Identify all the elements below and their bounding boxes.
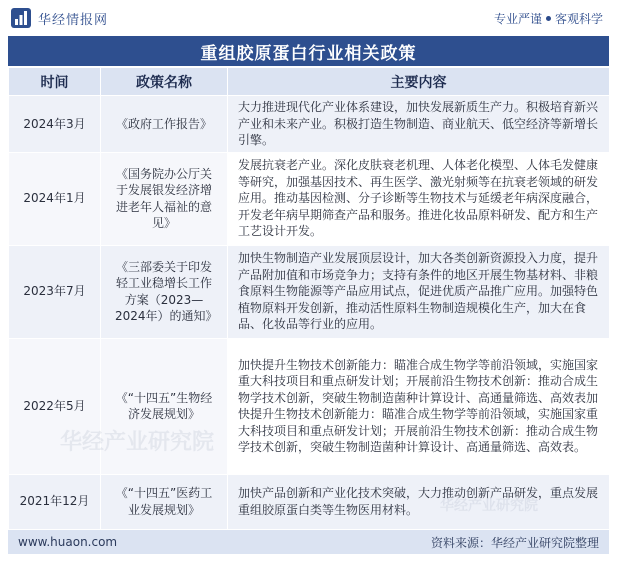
cell-content: 加快生物制造产业发展顶层设计，加大各类创新资源投入力度，提升产品附加值和市场竞争力；支持有条件的地区开展生物基材料、非粮食原料生物能源等产品应用试点，促进优质产品推广应用。加强特色植物原料开发创新，推动活性原料生物制造规模化生产，加大在食品、化妆品等行业的应用。 [228, 245, 610, 338]
cell-content: 加快产品创新和产业化技术突破，大力推动创新产品研发，重点发展重组胶原蛋白类等生物医用材料。 [228, 474, 610, 529]
brand-name: 华经情报网 [38, 12, 109, 28]
column-header-date: 时间 [9, 68, 101, 96]
column-header-content: 主要内容 [228, 68, 610, 96]
table-row [9, 152, 610, 245]
footer-website: www.huaon.com [18, 535, 118, 549]
cell-policy-name: 《三部委关于印发轻工业稳增长工作方案（2023—2024年）的通知》 [101, 245, 228, 338]
footer-bar [8, 530, 609, 554]
top-bar [0, 0, 617, 36]
cell-policy-name: 《国务院办公厅关于发展银发经济增进老年人福祉的意见》 [101, 152, 228, 245]
table-header-row [9, 68, 610, 96]
policy-table [8, 67, 610, 530]
cell-content: 加快提升生物技术创新能力：瞄准合成生物学等前沿领域，实施国家重大科技项目和重点研发计划；开展前沿生物技术创新：推动合成生物学技术创新，突破生物制造菌种计算设计、高通量筛选、高效表加快提升生物技术创新能力：瞄准合成生物学等前沿领域，实施国家重大科技项目和重点研发计划；开展前沿生物技术创新：推动合成生物学技术创新，突破生物制造菌种计算设计、高通量筛选、高效表。 [228, 338, 610, 474]
slogan-right: 客观科学 [554, 11, 603, 26]
separator-dot-icon [546, 16, 551, 21]
cell-policy-name: 《政府工作报告》 [101, 96, 228, 153]
column-header-policy-name: 政策名称 [101, 68, 228, 96]
cell-policy-name: 《“十四五”医药工业发展规划》 [101, 474, 228, 529]
slogan-left: 专业严谨 [493, 11, 542, 26]
table-row [9, 474, 610, 529]
huajing-logo-icon [10, 7, 32, 29]
cell-policy-name: 《“十四五”生物经济发展规划》 [101, 338, 228, 474]
footer-source: 资料来源：华经产业研究院整理 [430, 535, 599, 550]
brand [10, 7, 108, 29]
table-row [9, 245, 610, 338]
title-bar [8, 36, 609, 66]
slogan [494, 10, 603, 27]
cell-date: 2023年7月 [9, 245, 101, 338]
table-row [9, 338, 610, 474]
page-title: 重组胶原蛋白行业相关政策 [200, 43, 417, 64]
cell-content: 大力推进现代化产业体系建设，加快发展新质生产力。积极培育新兴产业和未来产业。积极打造生物制造、商业航天、低空经济等新增长引擎。 [228, 96, 610, 153]
cell-date: 2024年3月 [9, 96, 101, 153]
table-row [9, 96, 610, 153]
cell-date: 2024年1月 [9, 152, 101, 245]
cell-date: 2022年5月 [9, 338, 101, 474]
cell-date: 2021年12月 [9, 474, 101, 529]
cell-content: 发展抗衰老产业。深化皮肤衰老机理、人体老化模型、人体毛发健康等研究，加强基因技术、再生医学、激光射频等在抗衰老领域的研发应用。推动基因检测、分子诊断等生物技术与延缓老年病深度融合，开发老年病早期筛查产品和服务。推进化妆品原料研发、配方和生产工艺设计开发。 [228, 152, 610, 245]
